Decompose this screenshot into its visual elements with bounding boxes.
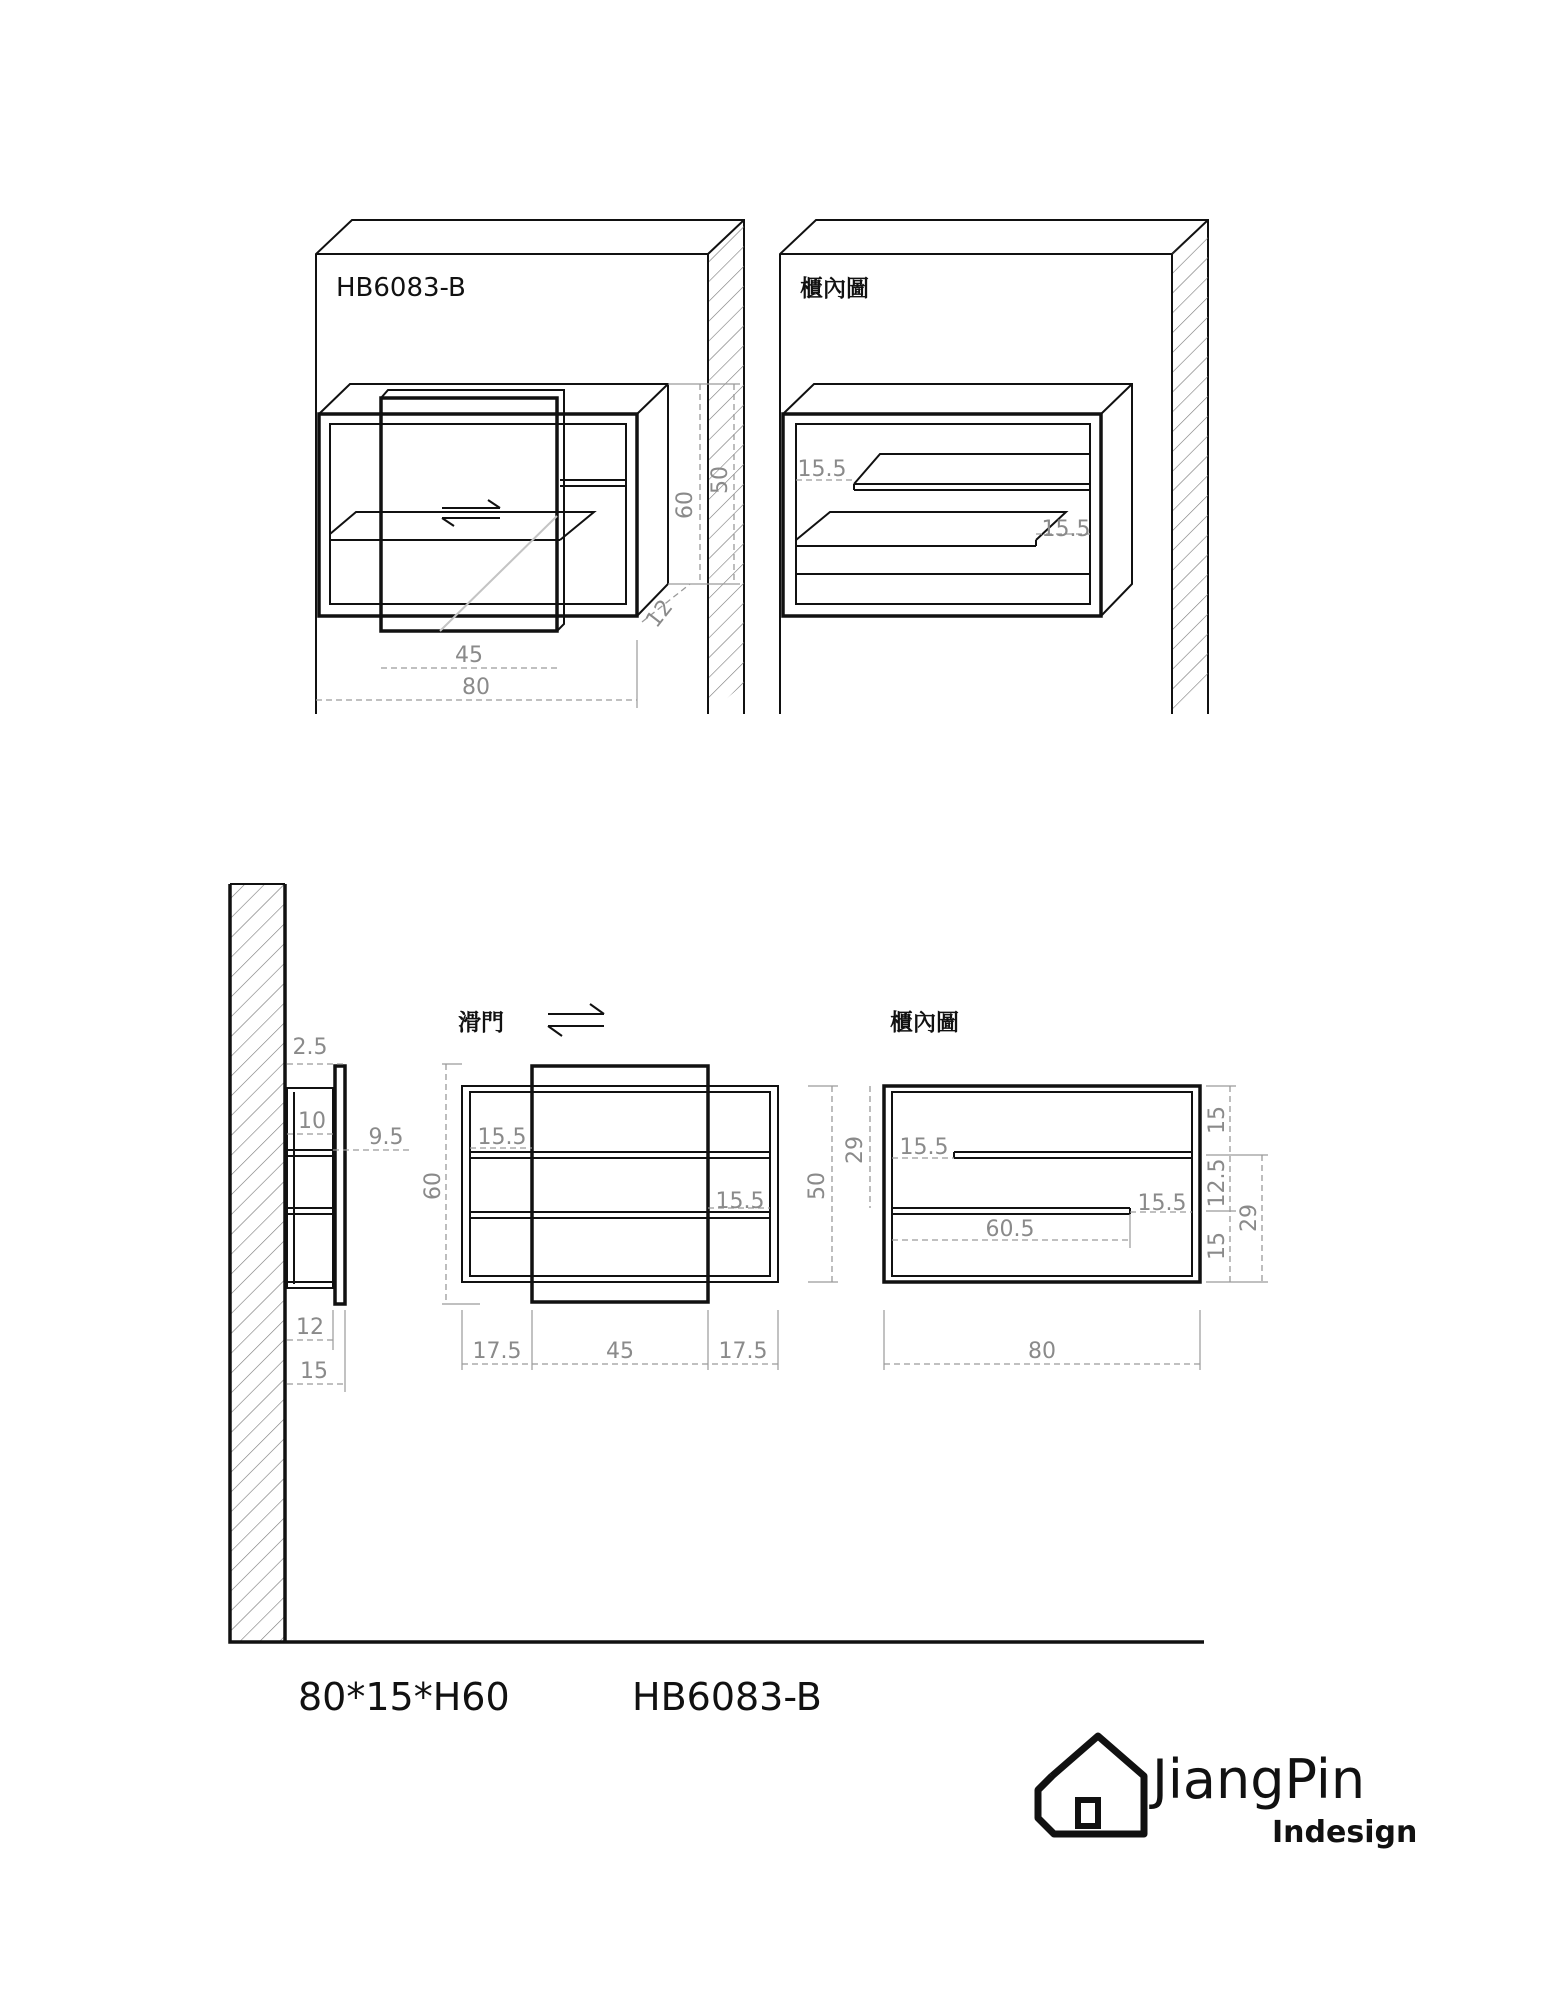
- dim-total-width: 80: [462, 675, 490, 700]
- top-right-perspective: [780, 220, 1208, 714]
- product-model: HB6083-B: [632, 1675, 822, 1719]
- interior-dim-r-top: 15: [1205, 1106, 1230, 1134]
- interior-dim-r-mid: 12.5: [1205, 1158, 1230, 1208]
- dim-projection: 9.5: [368, 1125, 404, 1150]
- logo-name: JiangPin: [1152, 1748, 1366, 1811]
- front-dim-left: 17.5: [472, 1339, 522, 1364]
- front-dim-shelf-right: 15.5: [715, 1189, 765, 1214]
- front-dim-shelf-left: 15.5: [477, 1125, 527, 1150]
- side-section-view: [287, 1035, 412, 1392]
- front-dim-door: 45: [606, 1339, 634, 1364]
- interior-dim-shelf-bottom: 15.5: [1137, 1191, 1187, 1216]
- dim-total-depth: 15: [300, 1359, 328, 1384]
- wall-section: [230, 884, 1204, 1642]
- dim-shelf-top: 15.5: [797, 457, 847, 482]
- front-dim-height: 60: [421, 1172, 446, 1200]
- interior-view-title: 櫃內圖: [890, 1010, 959, 1036]
- interior-dim-r-section: 29: [1237, 1204, 1262, 1232]
- front-view-title: 滑門: [458, 1010, 504, 1036]
- top-right-title: 櫃內圖: [800, 276, 869, 302]
- top-left-perspective: [316, 220, 744, 714]
- dim-depth: 12: [641, 595, 679, 633]
- dim-shelf-depth: 10: [298, 1109, 326, 1134]
- interior-dim-total-width: 80: [1028, 1339, 1056, 1364]
- interior-dim-shelf-width: 60.5: [985, 1217, 1035, 1242]
- dim-shelf-bottom: 15.5: [1041, 517, 1091, 542]
- interior-dim-top-section: 29: [843, 1136, 868, 1164]
- front-dim-right: 17.5: [718, 1339, 768, 1364]
- product-size: 80*15*H60: [298, 1675, 510, 1719]
- dim-height: 60: [673, 491, 698, 519]
- top-left-title: HB6083-B: [336, 273, 466, 303]
- dim-body-depth: 12: [296, 1315, 324, 1340]
- interior-dim-r-bottom: 15: [1205, 1232, 1230, 1260]
- interior-dim-shelf-top: 15.5: [899, 1135, 949, 1160]
- logo-tagline: Indesign: [1272, 1815, 1418, 1850]
- dim-door-width: 45: [455, 643, 483, 668]
- front-view: [421, 1004, 838, 1370]
- brand-logo: [1038, 1736, 1417, 1850]
- house-icon: [1038, 1736, 1144, 1834]
- dim-door-thickness: 2.5: [292, 1035, 328, 1060]
- interior-view: [843, 1009, 1268, 1370]
- front-dim-inner-height: 50: [805, 1172, 830, 1200]
- dim-inner-height: 50: [708, 466, 733, 494]
